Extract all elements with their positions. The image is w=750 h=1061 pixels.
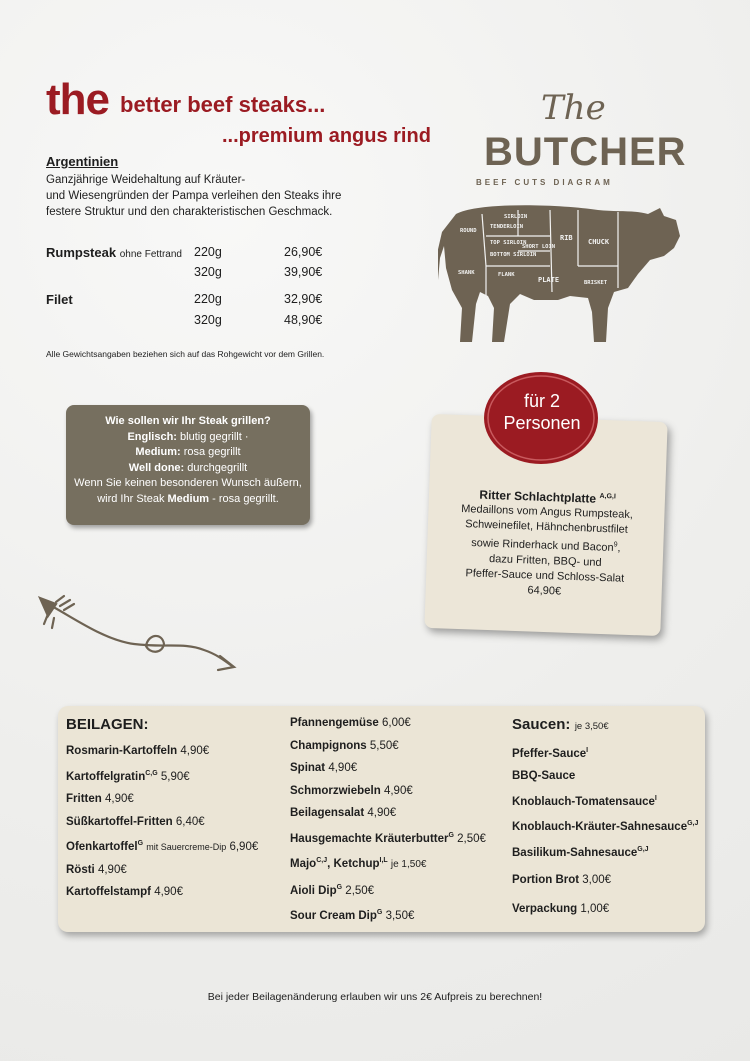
price-weight: 320g (194, 313, 222, 327)
side-price: 6,00€ (382, 717, 411, 729)
sauces-list (512, 740, 698, 864)
side-item (66, 833, 258, 858)
side-price: je 1,50€ (390, 859, 427, 871)
price-value: 48,90€ (284, 313, 323, 327)
cut-label: CHUCK (588, 238, 610, 246)
section-description: Ganzjährige Weidehaltung auf Kräuter- und Wiesengründen der Pampa verleihen den Steaks ihre festere Struktur und den charakteristischen Geschmack. (46, 174, 342, 218)
side-name: Spinat (290, 762, 326, 775)
side-name: Kartoffelstampf (66, 886, 151, 899)
side-name: Süßkartoffel-Fritten (66, 815, 173, 828)
allergen-note: I (654, 795, 657, 803)
allergen-note: G (448, 831, 454, 839)
side-item (66, 881, 258, 904)
side-item (66, 740, 258, 763)
side-price: 4,90€ (383, 784, 413, 797)
sauce-name: Knoblauch-Tomatensauce (512, 795, 655, 808)
side-item (290, 825, 486, 850)
title-line1: better beef steaks... (120, 92, 326, 117)
sauce-item (512, 765, 698, 788)
cut-label: TENDERLOIN (490, 224, 524, 230)
allergen-note: G,J (637, 845, 649, 853)
side-item (66, 811, 258, 834)
extra-name: Verpackung (512, 903, 578, 915)
extra-name: Portion Brot (512, 874, 580, 886)
sauces-heading: Saucen: je 3,50€ (512, 716, 609, 733)
side-item (290, 712, 486, 735)
sauce-name: Basilikum-Sahnesauce (512, 846, 638, 859)
doneness-label: Englisch: (127, 430, 177, 443)
sauce-name: Knoblauch-Kräuter-Sahnesauce (512, 821, 688, 834)
doneness-label: Well done: (128, 461, 185, 474)
cut-label: SHORT LOIN (522, 244, 556, 250)
allergen-note: C,J (316, 857, 328, 865)
sauce-name: BBQ-Sauce (512, 770, 576, 783)
sauce-name: Pfeffer-Sauce (512, 747, 587, 760)
allergen-note: G,J (687, 820, 699, 828)
cut-label: RIB (560, 234, 573, 242)
side-name: Sour Cream Dip (290, 910, 377, 923)
side-item (290, 757, 486, 780)
logo-subtitle: BEEF CUTS DIAGRAM (476, 178, 613, 187)
side-price: 4,90€ (97, 863, 127, 876)
logo-the: The (541, 88, 606, 128)
grill-question: Wie sollen wir Ihr Steak grillen? (105, 415, 271, 427)
side-name: Champignons (290, 739, 367, 752)
platter-description: Ritter Schlachtplatte $^{A,G,I}$ Medaillons vom Angus Rumpsteak, Schweinefilet, Hähnchenbrustfilet sowie Rinderhack und Bacon$^9$, dazu Fritten, BBQ- und Pfeffer-Sauce und Schloss-Salat 64,90€ (432, 483, 660, 602)
side-price: 4,90€ (367, 807, 397, 820)
extra-price: 1,00€ (580, 903, 610, 915)
arrow-icon (34, 594, 240, 678)
side-extra: mit Sauercreme-Dip (146, 842, 227, 853)
side-item (290, 850, 486, 876)
allergen-note: I (586, 747, 589, 754)
side-item (290, 902, 486, 927)
side-name: , Ketchup (327, 858, 380, 871)
cut-label: ROUND (460, 228, 477, 234)
cow-diagram-icon (438, 196, 684, 348)
allergen-note: G (336, 883, 343, 891)
stamp-text: für 2 Personen (503, 391, 581, 433)
extra-item (512, 866, 611, 895)
doneness-value: durchgegrillt (187, 461, 248, 474)
cut-label: SIRLOIN (504, 214, 528, 220)
extra-price: 3,00€ (582, 874, 612, 886)
section-title: Argentinien (46, 154, 119, 169)
allergen-note: C,G (145, 769, 158, 777)
price-weight: 320g (194, 265, 222, 279)
platter-price: 64,90€ (527, 584, 562, 598)
side-name: Kartoffelgratin (66, 770, 146, 783)
sides-heading: BEILAGEN: (66, 716, 149, 733)
cut-label: TOP SIRLOIN (490, 240, 527, 246)
side-price: 5,50€ (369, 739, 399, 752)
allergen-note: I,L (379, 857, 388, 865)
side-price: 6,40€ (175, 815, 205, 828)
doneness-label: Medium: (135, 446, 181, 458)
side-item (290, 780, 486, 803)
extra-item (512, 895, 611, 924)
side-name: Majo (290, 858, 317, 871)
side-name: Hausgemachte Kräuterbutter (290, 832, 449, 845)
sauce-item (512, 813, 698, 838)
side-price: 2,50€ (457, 832, 486, 845)
sides-column-1 (66, 740, 258, 904)
side-item (66, 763, 258, 788)
side-price: 3,50€ (385, 910, 415, 923)
allergen-note: G (376, 909, 383, 917)
sauce-item (512, 788, 698, 813)
side-name: Pfannengemüse (290, 717, 379, 729)
side-price: 4,90€ (154, 886, 183, 899)
footer-note: Bei jeder Beilagenänderung erlauben wir uns 2€ Aufpreis zu berechnen! (207, 991, 543, 1003)
price-item-name: Rumpsteak ohne Fettrand (46, 245, 182, 260)
doneness-value: rosa gegrillt (183, 446, 241, 458)
logo-name: BUTCHER (484, 130, 687, 174)
side-name: Rösti (66, 863, 95, 876)
side-price: 4,90€ (104, 793, 134, 806)
side-price: 2,50€ (345, 884, 375, 897)
side-price: 4,90€ (328, 762, 358, 775)
price-value: 32,90€ (284, 292, 323, 306)
side-price: 4,90€ (180, 745, 210, 757)
side-price: 5,90€ (160, 770, 190, 783)
grill-info-box (66, 405, 310, 525)
side-name: Schmorzwiebeln (290, 784, 381, 797)
cut-label: FLANK (498, 272, 515, 278)
cut-label: BOTTOM SIRLOIN (490, 252, 537, 258)
side-item (66, 859, 258, 882)
title-line2: ...premium angus rind (222, 125, 431, 147)
price-value: 39,90€ (284, 265, 323, 279)
grill-note: wird Ihr Steak Medium - rosa gegrillt. (97, 492, 279, 505)
cut-label: PLATE (538, 276, 560, 284)
price-weight: 220g (194, 292, 222, 306)
allergen-note: G (137, 840, 144, 848)
doneness-value: blutig gegrillt · (180, 430, 249, 443)
side-item (290, 735, 486, 758)
title-the: the (46, 75, 109, 124)
side-name: Rosmarin-Kartoffeln (66, 745, 178, 757)
extras-list (512, 866, 611, 924)
side-name: Ofenkartoffel (66, 841, 138, 854)
side-item (290, 802, 486, 825)
side-item (66, 788, 258, 811)
price-item-name: Filet (46, 292, 73, 307)
sauce-item (512, 839, 698, 864)
side-item (290, 877, 486, 902)
price-value: 26,90€ (284, 245, 323, 259)
sides-column-2 (290, 712, 486, 928)
side-name: Fritten (66, 793, 102, 806)
grill-note: Wenn Sie keinen besonderen Wunsch äußern, (74, 477, 302, 489)
side-name: Beilagensalat (290, 807, 365, 820)
sauce-item (512, 740, 698, 765)
side-price: 6,90€ (229, 841, 259, 854)
price-weight: 220g (194, 245, 222, 259)
cut-label: SHANK (458, 270, 475, 276)
side-name: Aioli Dip (290, 884, 337, 897)
weight-note: Alle Gewichtsangaben beziehen sich auf das Rohgewicht vor dem Grillen. (46, 349, 325, 359)
platter-title: Ritter Schlachtplatte (479, 487, 597, 506)
cut-label: BRISKET (584, 280, 608, 286)
